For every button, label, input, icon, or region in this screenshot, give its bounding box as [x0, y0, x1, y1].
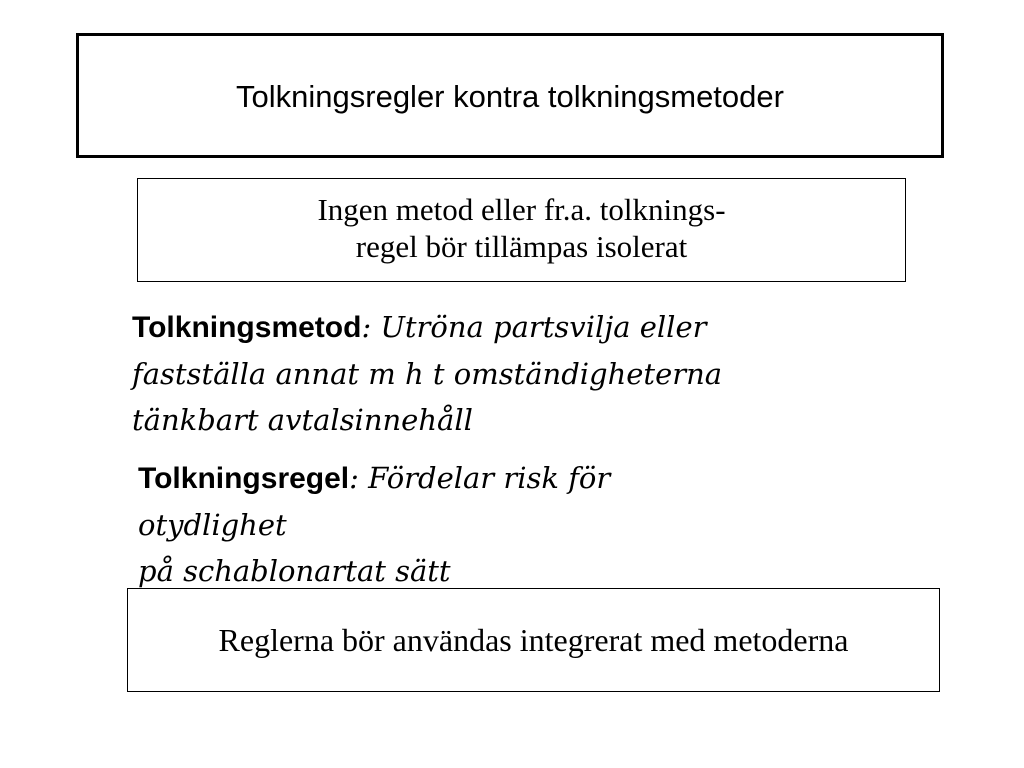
slide-title: Tolkningsregler kontra tolkningsmetoder [236, 78, 784, 114]
method-line-1 [132, 304, 722, 351]
rule-text-1: Fördelar risk för [358, 461, 611, 495]
rule-text-3: på schablonartat sätt [138, 554, 451, 588]
rule-definition [138, 455, 610, 594]
rule-term: Tolkningsregel [138, 462, 350, 495]
method-text-1: Utröna partsvilja eller [371, 310, 707, 344]
rule-separator: : [349, 461, 359, 495]
method-separator: : [361, 310, 372, 344]
method-text-3: tänkbart avtalsinnehåll [132, 403, 473, 437]
summary-box [127, 588, 940, 692]
summary-text: Reglerna bör användas integrerat med metoderna [218, 621, 849, 658]
rule-line-1 [138, 455, 610, 502]
method-term: Tolkningsmetod [132, 311, 362, 344]
note-line-1: Ingen metod eller fr.a. tolknings- [317, 192, 726, 227]
note-line-2: regel bör tillämpas isolerat [355, 229, 688, 264]
method-definition [132, 304, 722, 443]
method-text-2: fastställa annat m h t omständigheterna [132, 357, 723, 391]
note-box [137, 178, 906, 282]
rule-text-2: otydlighet [138, 508, 287, 542]
title-box [76, 33, 944, 158]
